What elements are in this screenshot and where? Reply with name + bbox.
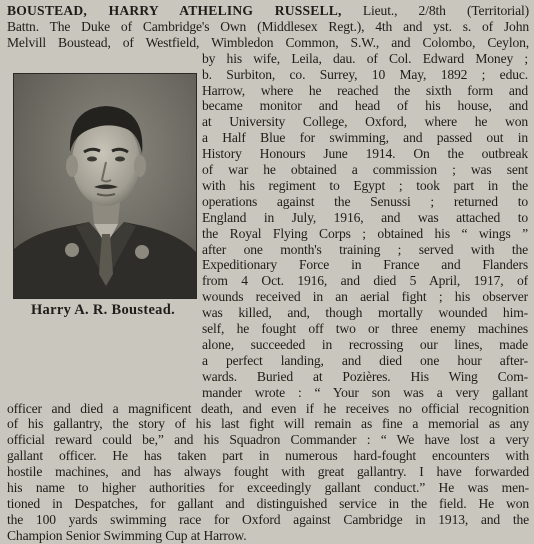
text-line-content: by his wife, Leila, dau. of Col. Edward Money ; — [202, 50, 528, 66]
text-line — [202, 194, 528, 210]
text-line-content: Melvill Boustead, of Westfield, Wimbledon Common, S.W., and Colombo, Ceylon, — [7, 34, 529, 50]
text-line — [202, 273, 528, 289]
text-line — [7, 416, 529, 432]
text-line — [202, 67, 528, 83]
text-line-content: became monitor and head of his house, and — [202, 98, 528, 114]
text-line-content: wounds received in an aerial fight ; his observer — [202, 289, 528, 305]
text-line-content: self, he fought off two or three enemy machines — [202, 321, 528, 336]
portrait-photo-icon — [14, 74, 196, 298]
text-line-content: Harrow, where he reached the sixth form and — [202, 82, 528, 98]
text-line — [7, 19, 529, 35]
text-line — [7, 35, 529, 51]
text-line-content: Lieut., 2/8th (Territorial) — [362, 3, 529, 18]
text-line — [7, 496, 529, 512]
text-line-content: his name to higher authorities for exceedingly gallant conduct.” He was men- — [7, 480, 529, 495]
text-line — [7, 448, 529, 464]
photo-caption: Harry A. R. Boustead. — [30, 302, 176, 318]
text-line-content: was killed, and, though mortally wounded him- — [202, 305, 528, 321]
text-line-content: after one month's training ; served with the — [202, 241, 528, 257]
text-line-content: a perfect landing, and died one hour after- — [202, 352, 528, 368]
text-line-content: of war he obtained a commission ; was sent — [202, 162, 528, 177]
text-line-content: wards. Buried at Pozières. His Wing Com- — [202, 368, 528, 384]
text-line-content: History Honours June 1914. On the outbreak — [202, 146, 528, 162]
text-line — [202, 369, 528, 385]
text-line-content: a Half Blue for swimming, and passed out in — [202, 130, 528, 146]
text-line-content: the 100 yards swimming race for Oxford against Cambridge in 1913, and the — [7, 511, 529, 527]
text-line-content: Expeditionary Force in France and Flanders — [202, 257, 528, 273]
text-line — [202, 146, 528, 162]
text-line — [202, 353, 528, 369]
text-line-content: b. Surbiton, co. Surrey, 10 May, 1892 ; educ. — [202, 66, 528, 82]
text-line — [202, 337, 528, 353]
text-line — [202, 242, 528, 258]
text-line-content: tioned in Despatches, for gallant and distinguished service in the field. He won — [7, 495, 529, 511]
text-line — [7, 480, 529, 496]
text-line-content: mander wrote : “ Your son was a very gallant — [202, 384, 528, 400]
text-line-content: operations against the Senussi ; returned to — [202, 193, 528, 209]
text-line — [202, 305, 528, 321]
text-line-content: officer and died a magnificent death, and even if he receives no official recognition — [7, 400, 529, 416]
entry-heading-name: BOUSTEAD, HARRY ATHELING RUSSELL, — [7, 3, 342, 18]
text-line-content: alone, succeeded in recrossing our lines, made — [202, 336, 528, 352]
text-line — [202, 210, 528, 226]
text-line — [202, 98, 528, 114]
text-line — [7, 401, 529, 417]
text-line-content: Champion Senior Swimming Cup at Harrow. — [7, 527, 247, 543]
text-line-content: at University College, Oxford, where he won — [202, 114, 528, 130]
text-line-content: from 4 Oct. 1916, and died 5 April, 1917, of — [202, 273, 528, 289]
text-line-content: gallant officer. He has taken part in numerous hard-fought encounters with — [7, 448, 529, 464]
text-line — [7, 528, 529, 544]
text-line-content: hostile machines, and has always fought with great gallantry. I have forwarded — [7, 464, 529, 480]
text-line-content: official reward could be,” and his Squadron Commander : “ We have lost a very — [7, 432, 529, 448]
text-line — [202, 321, 528, 337]
text-line — [7, 464, 529, 480]
text-line — [202, 385, 528, 401]
text-line-content: Battn. The Duke of Cambridge's Own (Middlesex Regt.), 4th and yst. s. of John — [7, 18, 529, 34]
text-line — [202, 51, 528, 67]
text-line — [7, 432, 529, 448]
text-line-content: England in July, 1916, and was attached to — [202, 209, 528, 225]
text-line — [202, 130, 528, 146]
text-line — [202, 178, 528, 194]
text-line-content: of his gallantry, the story of his last fight will remain as fine a memorial as any — [7, 416, 529, 432]
portrait-photo — [13, 73, 197, 299]
text-line — [202, 162, 528, 178]
text-line — [202, 289, 528, 305]
text-line-content: the Royal Flying Corps ; obtained his “ wings ” — [202, 225, 528, 241]
text-line — [202, 83, 528, 99]
text-line — [202, 114, 528, 130]
text-line — [7, 3, 529, 19]
text-line — [202, 257, 528, 273]
text-line — [202, 226, 528, 242]
text-line — [7, 512, 529, 528]
text-line-content: with his regiment to Egypt ; took part in the — [202, 177, 528, 193]
